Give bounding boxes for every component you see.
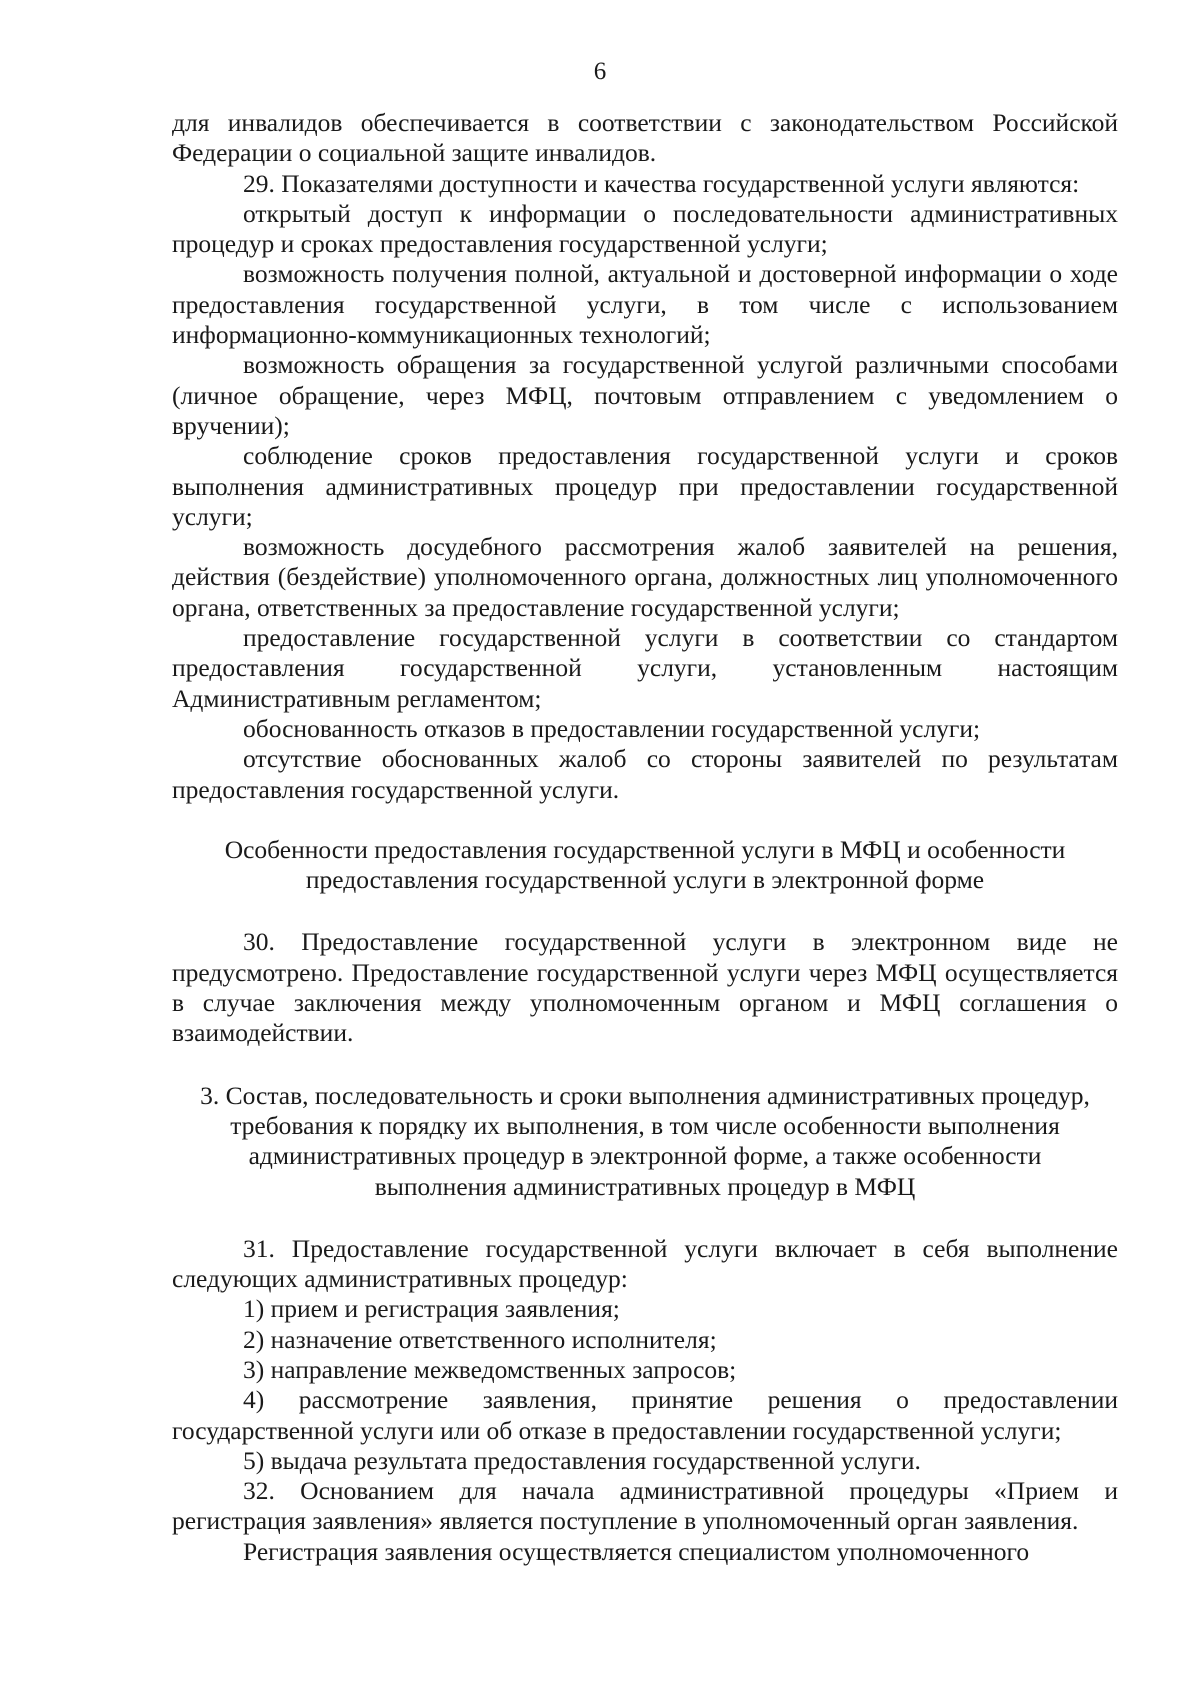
- paragraph: возможность досудебного рассмотрения жалоб заявителей на решения, действия (бездействие) уполномоченного органа, должностных лиц уполномоченного органа, ответственных за предоставление государственной услуги;: [172, 532, 1118, 622]
- heading-line: предоставления государственной услуги в электронной форме: [305, 865, 985, 895]
- paragraph: предоставление государственной услуги в соответствии со стандартом предоставления государственной услуги, установленным настоящим Административным регламентом;: [172, 623, 1118, 713]
- list-item: 4) рассмотрение заявления, принятие решения о предоставлении государственной услуги или об отказе в предоставлении государственной услуги;: [172, 1385, 1118, 1445]
- paragraph: 32. Основанием для начала административной процедуры «Прием и регистрация заявления» является поступление в уполномоченный орган заявления.: [172, 1476, 1118, 1536]
- heading-line: выполнения административных процедур в МФЦ: [374, 1171, 916, 1201]
- paragraph: для инвалидов обеспечивается в соответствии с законодательством Российской Федерации о социальной защите инвалидов.: [172, 108, 1118, 168]
- list-item: 1) прием и регистрация заявления;: [243, 1294, 620, 1324]
- paragraph: возможность обращения за государственной услугой различными способами (личное обращение, через МФЦ, почтовым отправлением с уведомлением о вручении);: [172, 350, 1118, 440]
- paragraph: Регистрация заявления осуществляется специалистом уполномоченного: [243, 1536, 1030, 1566]
- paragraph: отсутствие обоснованных жалоб со стороны заявителей по результатам предоставления государственной услуги.: [172, 744, 1118, 804]
- paragraph: 29. Показателями доступности и качества государственной услуги являются:: [243, 168, 1080, 198]
- section-heading-mfc: [172, 835, 1118, 896]
- paragraph: 31. Предоставление государственной услуги включает в себя выполнение следующих административных процедур:: [172, 1233, 1118, 1294]
- paragraph-30: 30. Предоставление государственной услуги в электронном виде не предусмотрено. Предоставление государственной услуги через МФЦ осуществляется в случае заключения между уполномоченным органом и МФЦ соглашения о взаимодействии.: [172, 927, 1118, 1048]
- list-item: 2) назначение ответственного исполнителя;: [243, 1324, 717, 1354]
- heading-line: Особенности предоставления государственной услуги в МФЦ и особенности: [224, 834, 1066, 864]
- list-item: 5) выдача результата предоставления государственной услуги.: [243, 1445, 921, 1475]
- heading-line: административных процедур в электронной форме, а также особенности: [248, 1141, 1042, 1171]
- heading-line: 3. Состав, последовательность и сроки выполнения административных процедур,: [200, 1080, 1090, 1110]
- paragraph: возможность получения полной, актуальной и достоверной информации о ходе предоставления государственной услуги, в том числе с использованием информационно-коммуникационных технологий;: [172, 259, 1118, 350]
- document-body: [172, 108, 1118, 1567]
- paragraph: обоснованность отказов в предоставлении государственной услуги;: [243, 713, 981, 743]
- list-item: 3) направление межведомственных запросов;: [243, 1354, 737, 1384]
- paragraph: открытый доступ к информации о последовательности административных процедур и сроках предоставления государственной услуги;: [172, 198, 1118, 259]
- paragraph: соблюдение сроков предоставления государственной услуги и сроков выполнения административных процедур при предоставлении государственной услуги;: [172, 441, 1118, 531]
- section-heading-3: [172, 1081, 1118, 1202]
- page-number: 6: [593, 58, 607, 85]
- heading-line: требования к порядку их выполнения, в том числе особенности выполнения: [230, 1110, 1060, 1140]
